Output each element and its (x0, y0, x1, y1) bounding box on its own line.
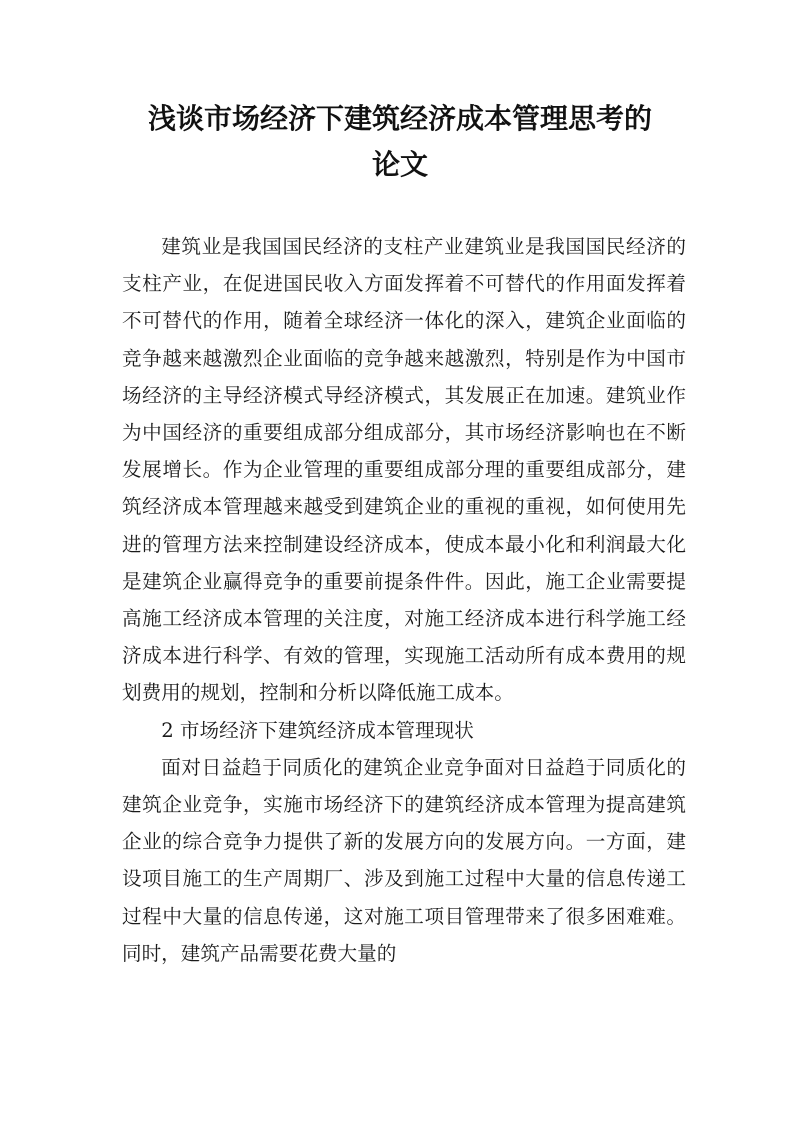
section-paragraph: 面对日益趋于同质化的建筑企业竞争面对日益趋于同质化的建筑企业竞争，实施市场经济下的建筑经济成本管理为提高建筑企业的综合竞争力提供了新的发展方向的发展方向。一方面，建设项目施工的生产周期厂、涉及到施工过程中大量的信息传递工过程中大量的信息传递，这对施工项目管理带来了很多困难难。同时，建筑产品需要花费大量的 (122, 755, 686, 965)
document-body (122, 228, 686, 972)
section-heading: 2 市场经济下建筑经济成本管理现状 (161, 718, 474, 742)
title-line-2: 论文 (371, 148, 428, 181)
document-title (100, 96, 700, 188)
intro-paragraph: 建筑业是我国国民经济的支柱产业建筑业是我国国民经济的支柱产业，在促进国民收入方面发挥着不可替代的作用面发挥着不可替代的作用，随着全球经济一体化的深入，建筑企业面临的竞争越来越激烈企业面临的竞争越来越激烈，特别是作为中国市场经济的主导经济模式导经济模式，其发展正在加速。建筑业作为中国经济的重要组成部分组成部分，其市场经济影响也在不断发展增长。作为企业管理的重要组成部分理的重要组成部分，建筑经济成本管理越来越受到建筑企业的重视的重视，如何使用先进的管理方法来控制建设经济成本，使成本最小化和利润最大化是建筑企业赢得竞争的重要前提条件件。因此，施工企业需要提高施工经济成本管理的关注度，对施工经济成本进行科学施工经济成本进行科学、有效的管理，实现施工活动所有成本费用的规划费用的规划，控制和分析以降低施工成本。 (122, 235, 686, 705)
title-line-1: 浅谈市场经济下建筑经济成本管理思考的 (147, 102, 652, 135)
